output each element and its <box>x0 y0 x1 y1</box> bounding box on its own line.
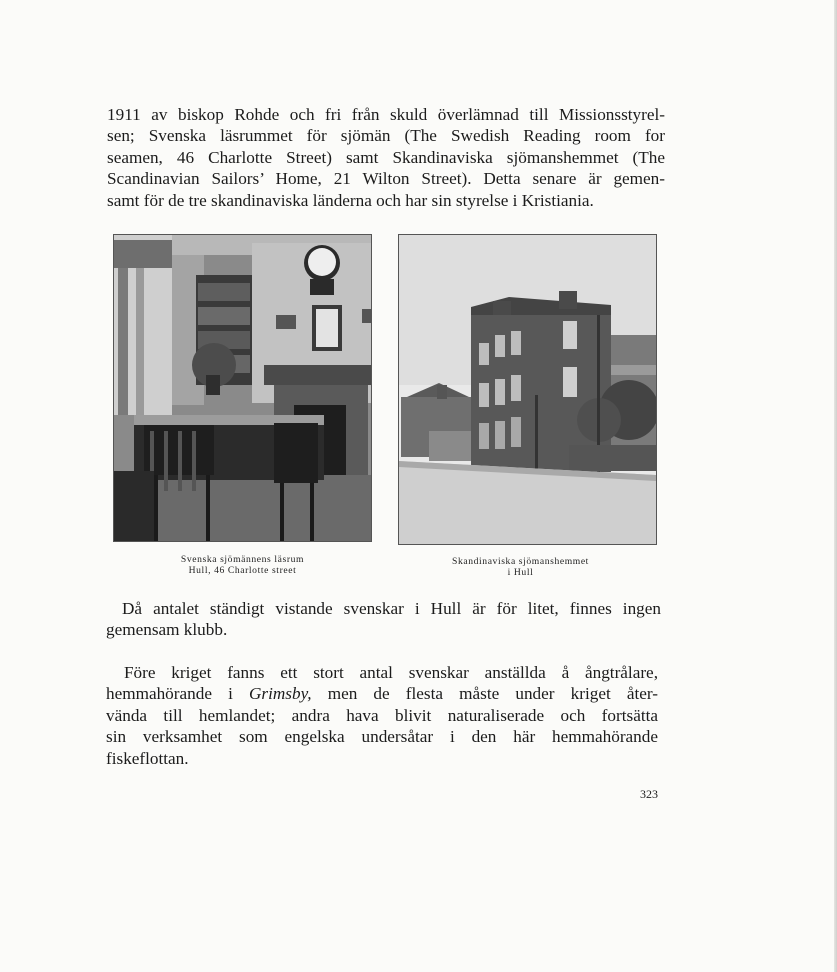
text-line: sin verksamhet som engelska undersåtar i den här hemmahörande <box>106 727 658 747</box>
paragraph-grimsby <box>106 662 658 769</box>
text-line: fiskeflottan. <box>106 748 189 768</box>
text-line: Före kriget fanns ett stort antal svenskar anställda å ångtrålare, <box>124 663 658 682</box>
caption-line: i Hull <box>507 567 534 578</box>
caption-line: Svenska sjömännens läsrum <box>180 554 305 565</box>
text-line <box>106 683 658 704</box>
page-number: 323 <box>640 787 658 801</box>
caption-line: Hull, 46 Charlotte street <box>188 565 297 576</box>
text-line: vända till hemlandet; andra hava blivit naturaliserade och fortsätta <box>106 705 658 725</box>
text-segment: men de flesta måste under kriget åter- <box>311 684 658 704</box>
place-name-grimsby: Grimsby, <box>249 684 312 704</box>
paragraph-hull-club <box>106 598 661 641</box>
text-line: Då antalet ständigt vistande svenskar i Hull är för litet, finnes ingen <box>122 599 661 618</box>
text-line: gemensam klubb. <box>106 620 228 640</box>
text-segment: hemmahörande i <box>106 684 249 704</box>
sailors-home-photo <box>398 234 657 545</box>
text-line: samt för de tre skandinaviska länderna och har sin styrelse i Kristiania. <box>107 190 594 210</box>
text-line: 1911 av biskop Rohde och fri från skuld överlämnad till Missionsstyrel- <box>107 105 665 124</box>
paragraph-intro <box>107 104 665 211</box>
text-line: seamen, 46 Charlotte Street) samt Skandinaviska sjömanshemmet (The <box>107 147 665 167</box>
text-line: Scandinavian Sailors’ Home, 21 Wilton Street). Detta senare är gemen- <box>107 169 665 189</box>
caption-line: Skandinaviska sjömanshemmet <box>452 556 589 567</box>
right-photo-caption <box>418 556 623 578</box>
text-line: sen; Svenska läsrummet för sjömän (The Swedish Reading room for <box>107 126 665 146</box>
left-photo-caption <box>140 554 345 576</box>
reading-room-photo <box>113 234 372 542</box>
